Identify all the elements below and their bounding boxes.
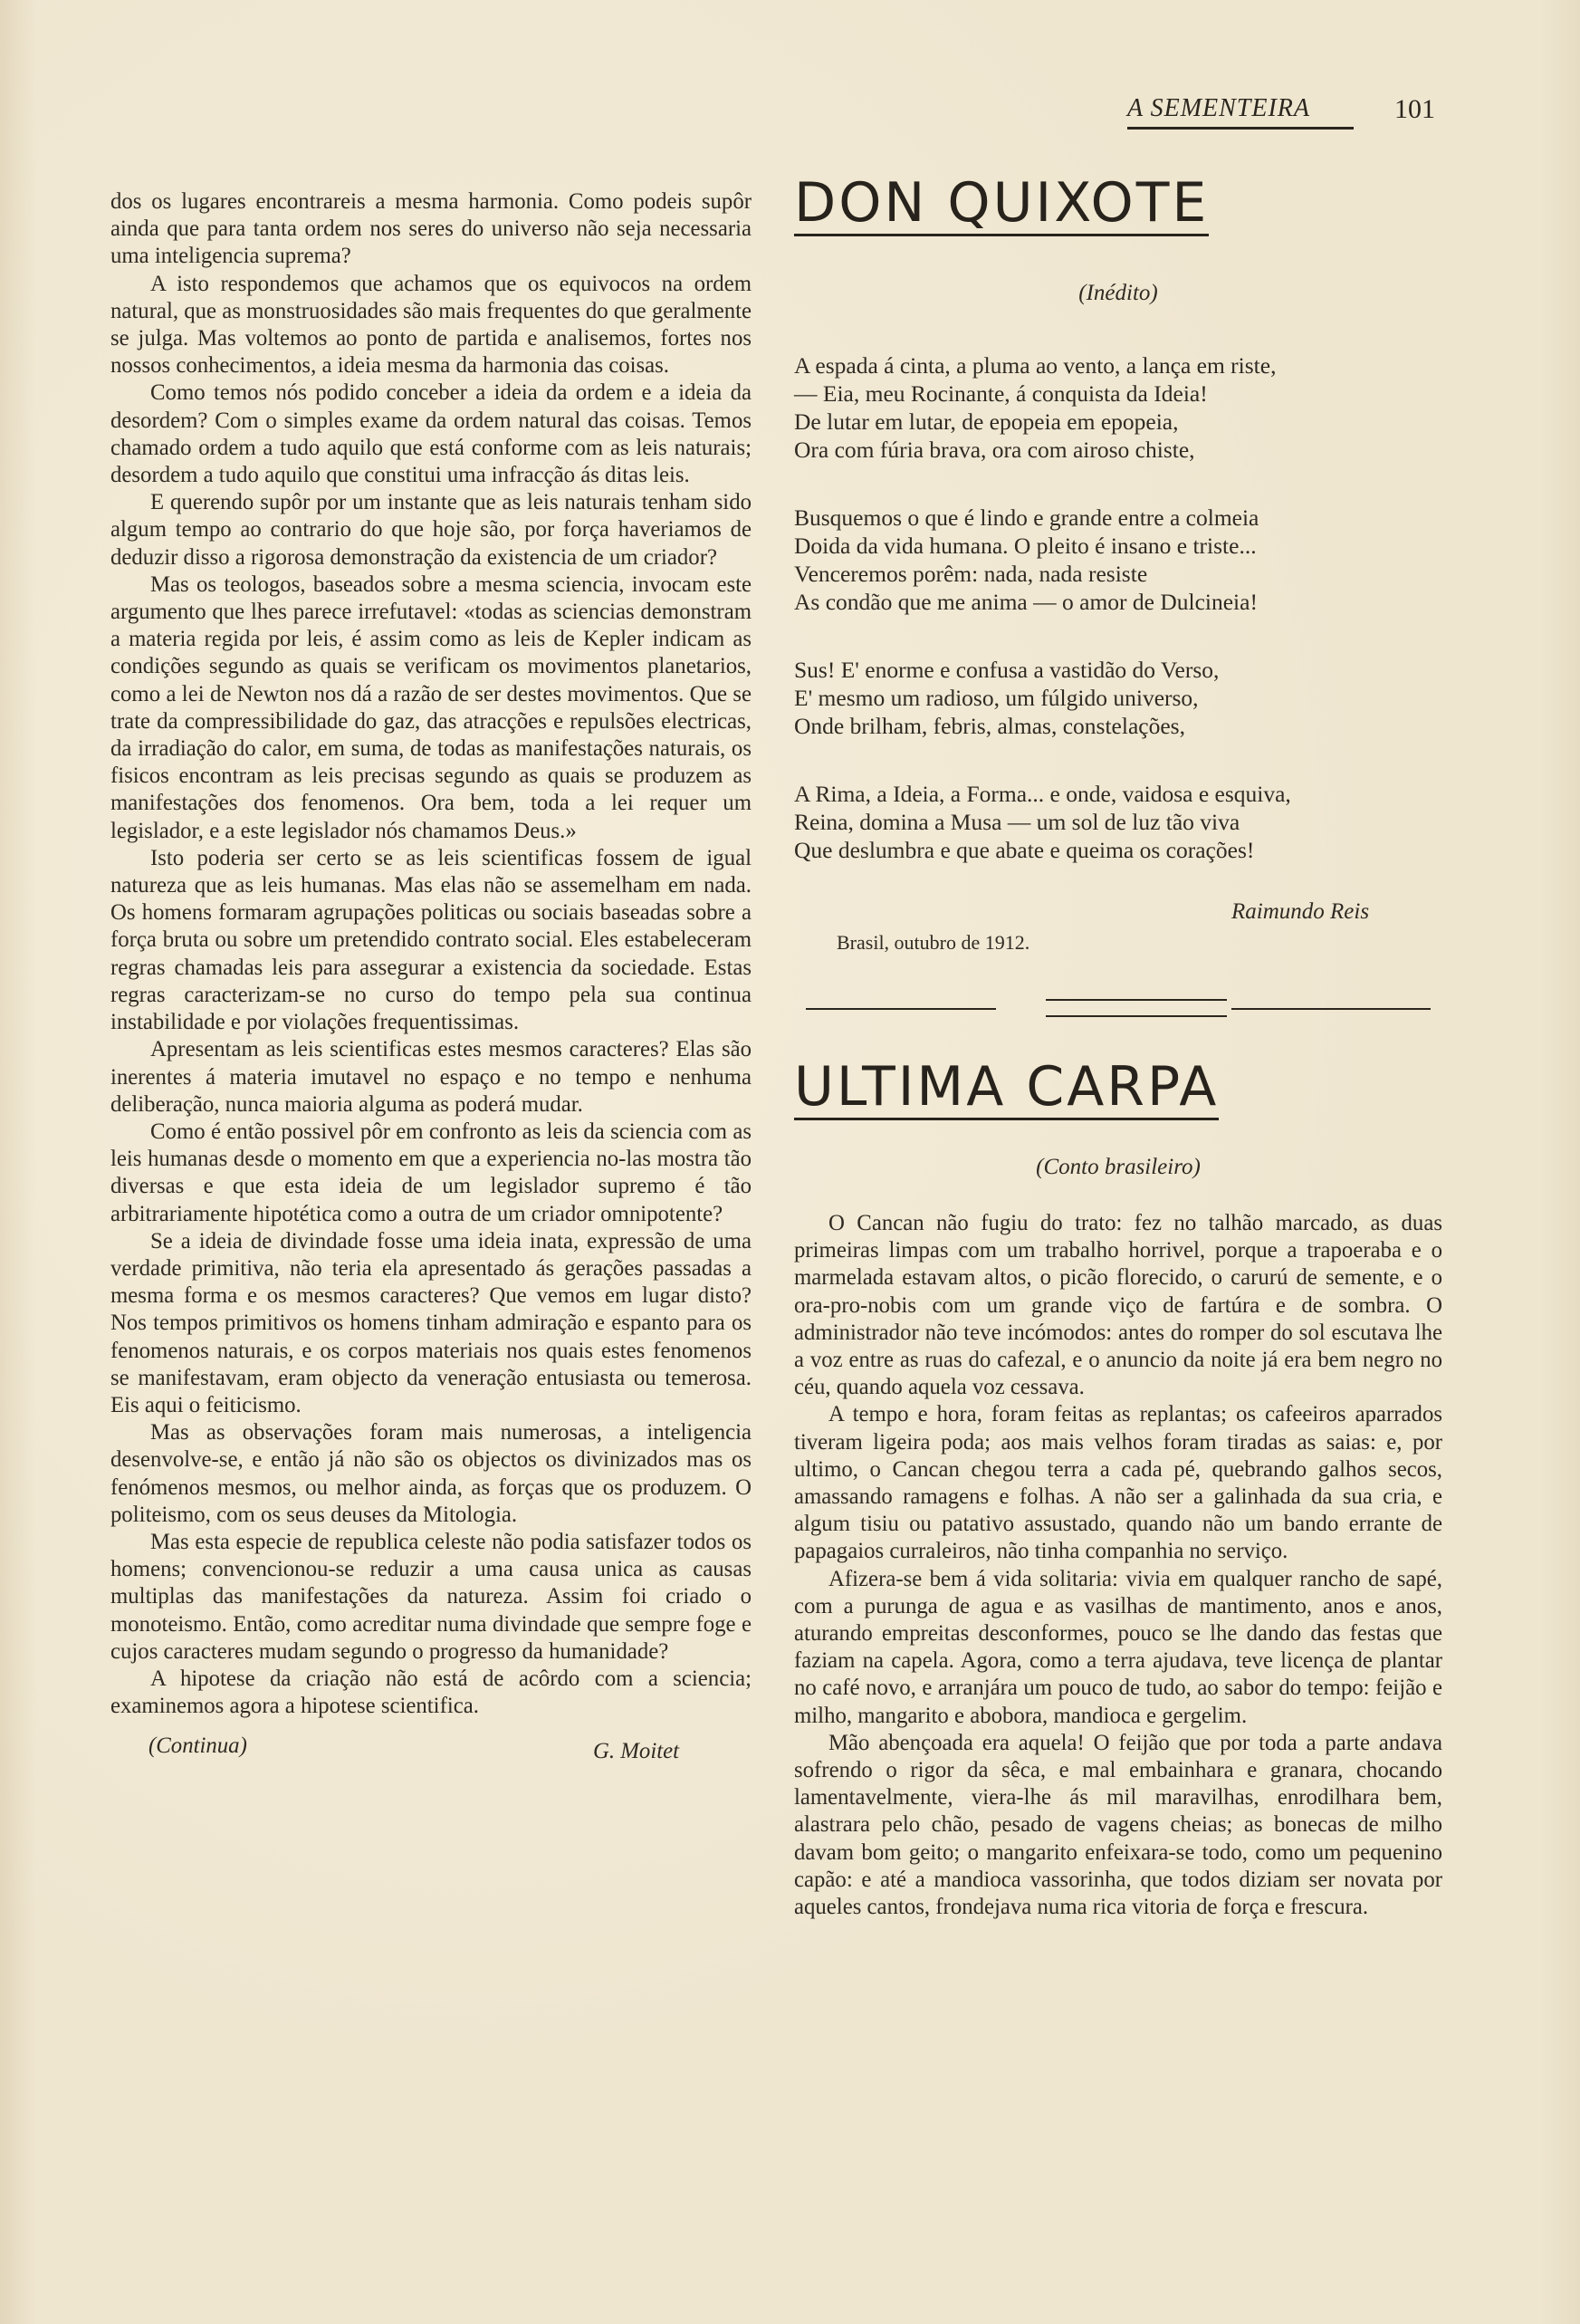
poem-title (794, 171, 1210, 236)
story-title-text: ULTIMA CARPA (794, 1055, 1220, 1119)
poem-date: Brasil, outubro de 1912. (837, 931, 1030, 954)
paragraph: dos os lugares encontrareis a mesma harmonia. Como podeis supôr ainda que para tanta ordem nos seres do universo não seja necessaria uma inteligencia suprema? (110, 189, 752, 269)
poem-author: Raimundo Reis (1231, 899, 1370, 924)
paragraph: Mas esta especie de republica celeste não podia satisfazer todos os homens; convencionou-se reduzir a uma causa unica as causas multiplas das manifestações da natureza. Assim foi criado o monoteismo. Então, como acreditar numa divindade que sempre foge e cujos caracteres mudam segundo o progresso da humanidade? (110, 1529, 752, 1664)
verse-line: E' mesmo um radioso, um fúlgido universo, (794, 685, 1199, 711)
verse-line: A espada á cinta, a pluma ao vento, a lança em riste, (794, 352, 1277, 379)
stanza (794, 656, 1446, 740)
paragraph: Afizera-se bem á vida solitaria: vivia em qualquer rancho de sapé, com a purunga de agua e as vasilhas de mantimento, anos e anos, aturando empreitas desconformes, pouco se lhe dando das festas que faziam na capela. Agora, como a terra ajudava, teve licença de plantar no café novo, e arranjára um pouco de tudo, ao sabor do tempo: feijão e milho, mangarito e abobora, mandioca e gergelim. (794, 1566, 1442, 1728)
paragraph: A tempo e hora, foram feitas as replantas; os cafeeiros aparrados tiveram ligeira poda; aos mais velhos foram tiradas as saias: e, por ultimo, o Cancan chegou terra a cada pé, quebrando galhos secos, amassando ramagens e folhas. A não ser a galinhada da sua cria, e algum tisiu ou patativo assustado, quando não um bando errante de papagaios curraleiros, não tinha companhia no serviço. (794, 1402, 1442, 1564)
article-footer (110, 1733, 752, 1769)
paragraph: Como temos nós podido conceber a ideia da ordem e a ideia da desordem? Com o simples exame da ordem natural das coisas. Temos chamado ordem a tudo aquilo que está conforme com as leis naturais; desordem a tudo aquilo que constitui uma infracção ás ditas leis. (110, 380, 752, 488)
divider-rule (806, 1008, 996, 1010)
paragraph: O Cancan não fugiu do trato: fez no talhão marcado, as duas primeiras limpas com um trabalho horrivel, porque a trapoeraba e o marmelada estavam altos, o picão florecido, o carurú de semente, e o ora-pro-nobis com um grande viço de fartúra e de sombra. O administrador não teve incómodos: antes do romper do sol escutava lhe a voz entre as ruas do cafezal, e o anuncio da noite já era bem negro no céu, quando aquela voz cessava. (794, 1211, 1442, 1400)
verse-line: Doida da vida humana. O pleito é insano e triste... (794, 533, 1257, 559)
divider-rule (1046, 1015, 1227, 1017)
page-number: 101 (1394, 94, 1435, 124)
paragraph: Mas as observações foram mais numerosas, a inteligencia desenvolve-se, e então já não são os objectos os divinizados mas os fenómenos mesmos, ou melhor ainda, as forças que os produzem. O politeismo, com os seus deuses da Mitologia. (110, 1420, 752, 1527)
verse-line: Venceremos porêm: nada, nada resiste (794, 561, 1148, 587)
verse-line: Ora com fúria brava, ora com airoso chiste, (794, 437, 1195, 463)
paragraph: Se a ideia de divindade fosse uma ideia inata, expressão de uma verdade primitiva, não teria ela apresentado ás gerações passadas a mesma forma e os mesmos caracteres? Que vemos em lugar disto? Nos tempos primitivos os homens tinham admiração e espanto para os fenomenos naturais, e os corpos materiais nos quais estes fenomenos se manifestavam, eram objecto da veneração entusiasta ou temerosa. Eis aqui o feiticismo. (110, 1228, 752, 1417)
divider-rule (1046, 999, 1227, 1001)
continua-note: (Continua) (148, 1733, 247, 1759)
paragraph: Mas os teologos, baseados sobre a mesma sciencia, invocam este argumento que lhes parece irrefutavel: «todas as sciencias demonstram a materia regida por leis, é assim como as leis de Kepler indicam as condições segundo as quais se verificam os movimentos planetarios, como a lei de Newton nos dá a razão de ser destes movimentos. Que se trate da compressibilidade do gaz, das atracções e repulsões electricas, da irradiação do calor, em suma, de todas as manifestações naturais, os fisicos encontram as leis precisas segundo as quais se produzem as manifestações dos fenomenos. Ora bem, toda a lei requer um legislador, e a este legislador nós chamamos Deus.» (110, 571, 752, 843)
paragraph: Apresentam as leis scientificas estes mesmos caracteres? Elas são inerentes á materia imutavel no espaço e no tempo e nenhuma deliberação, nunca maioria alguma as poderá mudar. (110, 1037, 752, 1117)
verse-line: De lutar em lutar, de epopeia em epopeia, (794, 408, 1179, 435)
article-author: G. Moitet (592, 1739, 679, 1764)
journal-title: A SEMENTEIRA (1127, 94, 1354, 130)
stanza (794, 780, 1446, 864)
paragraph: Mão abençoada era aquela! O feijão que por toda a parte andava sofrendo o rigor da sêca, e mal embainhara e granara, chocando lamentavelmente, viera-lhe ás mil maravilhas, enrodilhara bem, alastrara pelo chão, pesado de vagens cheias; as bonecas de milho davam bom geito; o mangarito enfeixara-se todo, como um pequenino capão: e até a mandioca vassorinha, que todos diziam ser novata por aqueles cantos, frondejava numa rica vitoria de força e frescura. (794, 1730, 1442, 1920)
verse-line: A Rima, a Ideia, a Forma... e onde, vaidosa e esquiva, (794, 781, 1291, 807)
poem-body (794, 351, 1446, 904)
stanza (794, 351, 1446, 464)
section-divider (806, 999, 1431, 1026)
left-column-article (110, 188, 752, 1769)
poem-subtitle: (Inédito) (1078, 281, 1158, 305)
running-head (1127, 94, 1435, 130)
story-title (794, 1055, 1220, 1120)
poem-title-text: DON QUIXOTE (794, 171, 1210, 235)
verse-line: Sus! E' enorme e confusa a vastidão do Verso, (794, 657, 1220, 683)
verse-line: Onde brilham, febris, almas, constelações, (794, 713, 1185, 739)
paragraph: A isto respondemos que achamos que os equivocos na ordem natural, que as monstruosidades são mais frequentes do que geralmente se julga. Mas voltemos ao ponto de partida e analisemos, fortes nos nossos conhecimentos, a ideia mesma da harmonia das coisas. (110, 271, 752, 379)
verse-line: As condão que me anima — o amor de Dulcineia! (794, 589, 1258, 615)
verse-line: Reina, domina a Musa — um sol de luz tão viva (794, 809, 1240, 835)
paragraph: Isto poderia ser certo se as leis scientificas fossem de igual natureza que as leis humanas. Mas elas não se assemelham em nada. Os homens formaram agrupações politicas ou sociais baseadas sobre a força bruta ou sobre um pretendido contrato social. Eles estabeleceram regras chamadas leis para assegurar a existencia da sociedade. Estas regras caracterizam-se no curso do tempo pela sua continua instabilidade e por violações frequentissimas. (110, 845, 752, 1035)
stanza (794, 504, 1446, 616)
story-subtitle: (Conto brasileiro) (1036, 1155, 1201, 1179)
verse-line: — Eia, meu Rocinante, á conquista da Ideia! (794, 380, 1208, 407)
paragraph: Como é então possivel pôr em confronto as leis da sciencia com as leis humanas desde o momento em que a experiencia no-las mostra tão diversas e que esta ideia de um legislador supremo é tão arbitrariamente hipotética como a outra de um criador omnipotente? (110, 1119, 752, 1226)
divider-rule (1231, 1008, 1431, 1010)
paragraph: E querendo supôr por um instante que as leis naturais tenham sido algum tempo ao contrario do que hoje são, por força haveriamos de deduzir disso a rigorosa demonstração da existencia de um criador? (110, 490, 752, 570)
verse-line: Que deslumbra e que abate e queima os corações! (794, 837, 1255, 863)
story-body (794, 1210, 1442, 1921)
verse-line: Busquemos o que é lindo e grande entre a colmeia (794, 504, 1259, 531)
paragraph: A hipotese da criação não está de acôrdo com a sciencia; examinemos agora a hipotese scientifica. (110, 1666, 752, 1719)
